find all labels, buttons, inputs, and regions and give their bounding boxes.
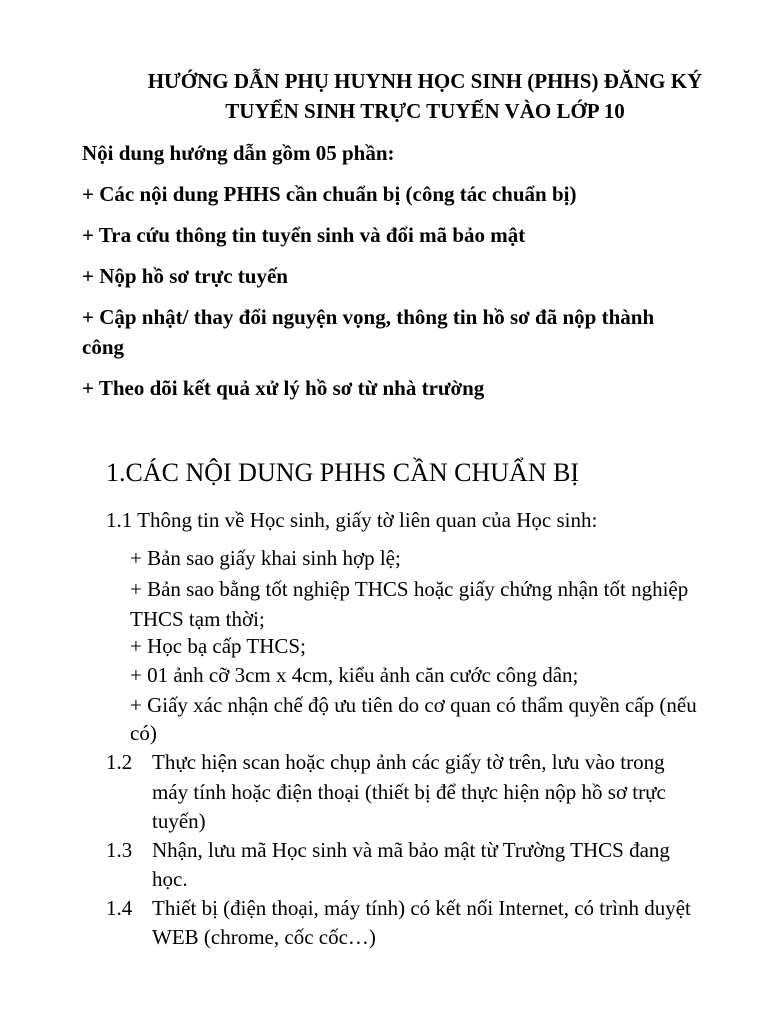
s1-1-item-2-cont: THCS tạm thời; bbox=[130, 607, 265, 631]
part-item-4-cont: công bbox=[82, 335, 124, 359]
s1-2-number: 1.2 bbox=[106, 750, 133, 774]
intro-line: Nội dung hướng dẫn gồm 05 phần: bbox=[82, 141, 395, 165]
s1-1-item-1: + Bản sao giấy khai sinh hợp lệ; bbox=[130, 546, 401, 570]
s1-2-line-1: Thực hiện scan hoặc chụp ảnh các giấy tờ trên, lưu vào trong bbox=[152, 750, 665, 774]
s1-4-line-1: Thiết bị (điện thoại, máy tính) có kết nối Internet, có trình duyệt bbox=[152, 896, 691, 920]
s1-4-line-2: WEB (chrome, cốc cốc…) bbox=[152, 925, 376, 949]
s1-1-item-2: + Bản sao bằng tốt nghiệp THCS hoặc giấy chứng nhận tốt nghiệp bbox=[130, 577, 689, 601]
s1-3-line-1: Nhận, lưu mã Học sinh và mã bảo mật từ Trường THCS đang bbox=[152, 838, 670, 862]
s1-4-number: 1.4 bbox=[106, 896, 133, 920]
part-item-2: + Tra cứu thông tin tuyển sinh và đổi mã bảo mật bbox=[82, 223, 526, 247]
part-item-3: + Nộp hồ sơ trực tuyến bbox=[82, 264, 288, 288]
subsection-1-1: 1.1 Thông tin về Học sinh, giấy tờ liên quan của Học sinh: bbox=[106, 508, 598, 532]
title-line-2: TUYỂN SINH TRỰC TUYẾN VÀO LỚP 10 bbox=[225, 99, 625, 123]
s1-3-number: 1.3 bbox=[106, 838, 133, 862]
part-item-1: + Các nội dung PHHS cần chuẩn bị (công tác chuẩn bị) bbox=[82, 182, 577, 206]
s1-1-item-5: + Giấy xác nhận chế độ ưu tiên do cơ quan có thẩm quyền cấp (nếu bbox=[130, 693, 697, 717]
s1-1-item-4: + 01 ảnh cỡ 3cm x 4cm, kiểu ảnh căn cước công dân; bbox=[130, 663, 579, 687]
title-line-1: HƯỚNG DẪN PHỤ HUYNH HỌC SINH (PHHS) ĐĂNG KÝ bbox=[147, 69, 703, 93]
document-title bbox=[80, 66, 768, 126]
s1-1-item-3: + Học bạ cấp THCS; bbox=[130, 634, 306, 658]
part-item-4: + Cập nhật/ thay đổi nguyện vọng, thông tin hồ sơ đã nộp thành bbox=[82, 305, 655, 329]
s1-3-line-2: học. bbox=[152, 867, 188, 891]
s1-2-line-3: tuyến) bbox=[152, 809, 206, 833]
part-item-5: + Theo dõi kết quả xử lý hồ sơ từ nhà trường bbox=[82, 376, 485, 400]
s1-1-item-5-cont: có) bbox=[130, 721, 157, 745]
s1-2-line-2: máy tính hoặc điện thoại (thiết bị để thực hiện nộp hồ sơ trực bbox=[152, 780, 666, 804]
section-1-heading: 1.CÁC NỘI DUNG PHHS CẦN CHUẨN BỊ bbox=[106, 458, 580, 487]
